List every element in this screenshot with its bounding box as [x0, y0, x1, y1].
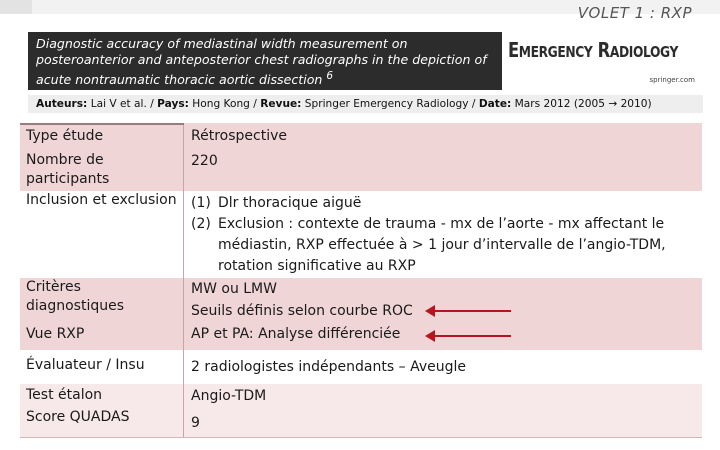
article-title: [36, 36, 501, 88]
criteria-label: Critères diagnostiques: [20, 278, 184, 325]
criteria-note: Seuils définis selon courbe ROC: [191, 303, 413, 319]
date-value: Mars 2012 (2005 → 2010): [514, 98, 652, 110]
corner-block: [0, 0, 32, 14]
journal-value: Springer Emergency Radiology: [304, 98, 469, 110]
country-label: Pays:: [157, 98, 189, 110]
inclusion-list: [186, 191, 702, 277]
view-label: Vue RXP: [20, 325, 184, 350]
reference-label: Test étalon: [20, 384, 184, 408]
table-row-participants: [20, 148, 702, 191]
participants-value: 220: [191, 153, 218, 169]
table-row-reference: [20, 384, 702, 408]
authors-label: Auteurs:: [36, 98, 88, 110]
journal-logo: [499, 32, 703, 90]
inclusion-item: [191, 193, 702, 214]
reference-value: Angio-TDM: [191, 388, 267, 404]
journal-logo-text: EMERGENCY RADIOLOGY: [508, 38, 678, 62]
inclusion-label: Inclusion et exclusion: [20, 191, 184, 278]
table-row-criteria: [20, 278, 702, 325]
exclusion-item: [191, 214, 702, 277]
participants-label: Nombre de participants: [20, 148, 184, 191]
quadas-label: Score QUADAS: [20, 408, 184, 437]
table-top-rule: [20, 123, 184, 125]
article-title-text: Diagnostic accuracy of mediastinal width measurement on posteroanterior and anteposterior chest radiographs in the depiction of acute nontraumatic thoracic aortic dissection: [36, 36, 487, 88]
inclusion-item-text: Dlr thoracique aiguë: [218, 195, 362, 211]
table-row-evaluator: [20, 350, 702, 384]
view-arrow-icon: [433, 335, 511, 337]
quadas-value: 9: [191, 415, 200, 431]
inclusion-item-number: (1): [191, 195, 211, 211]
table-row-view: [20, 325, 702, 350]
section-label: VOLET 1 : RXP: [577, 4, 692, 22]
table-row-type: [20, 123, 702, 148]
exclusion-item-number: (2): [191, 216, 211, 232]
criteria-value: MW ou LMW: [191, 281, 277, 297]
evaluator-label: Évaluateur / Insu: [20, 350, 184, 384]
journal-logo-site: springer.com: [649, 76, 695, 84]
view-value: AP et PA: Analyse différenciée: [191, 326, 401, 342]
title-banner: [28, 32, 703, 90]
type-label: Type étude: [20, 123, 184, 148]
evaluator-value: 2 radiologistes indépendants – Aveugle: [191, 359, 466, 375]
table-row-inclusion: [20, 191, 702, 278]
type-value: Rétrospective: [191, 128, 287, 144]
article-title-ref: 6: [326, 70, 334, 82]
table-bottom-rule: [20, 437, 702, 438]
criteria-values: [186, 278, 702, 322]
criteria-arrow-icon: [433, 310, 511, 312]
country-value: Hong Kong: [192, 98, 250, 110]
authors-value: Lai V et al.: [90, 98, 147, 110]
exclusion-item-text: Exclusion : contexte de trauma - mx de l’aorte - mx affectant le médiastin, RXP effectuée à > 1 jour d’intervalle de l’angio-TDM, rotation significative au RXP: [218, 216, 666, 274]
date-label: Date:: [478, 98, 512, 110]
article-meta: Auteurs: Lai V et al. / Pays: Hong Kong / Revue: Springer Emergency Radiology / Date: Mars 2012 (2005 → 2010): [28, 95, 703, 113]
journal-label: Revue:: [260, 98, 302, 110]
table-row-quadas: [20, 408, 702, 437]
